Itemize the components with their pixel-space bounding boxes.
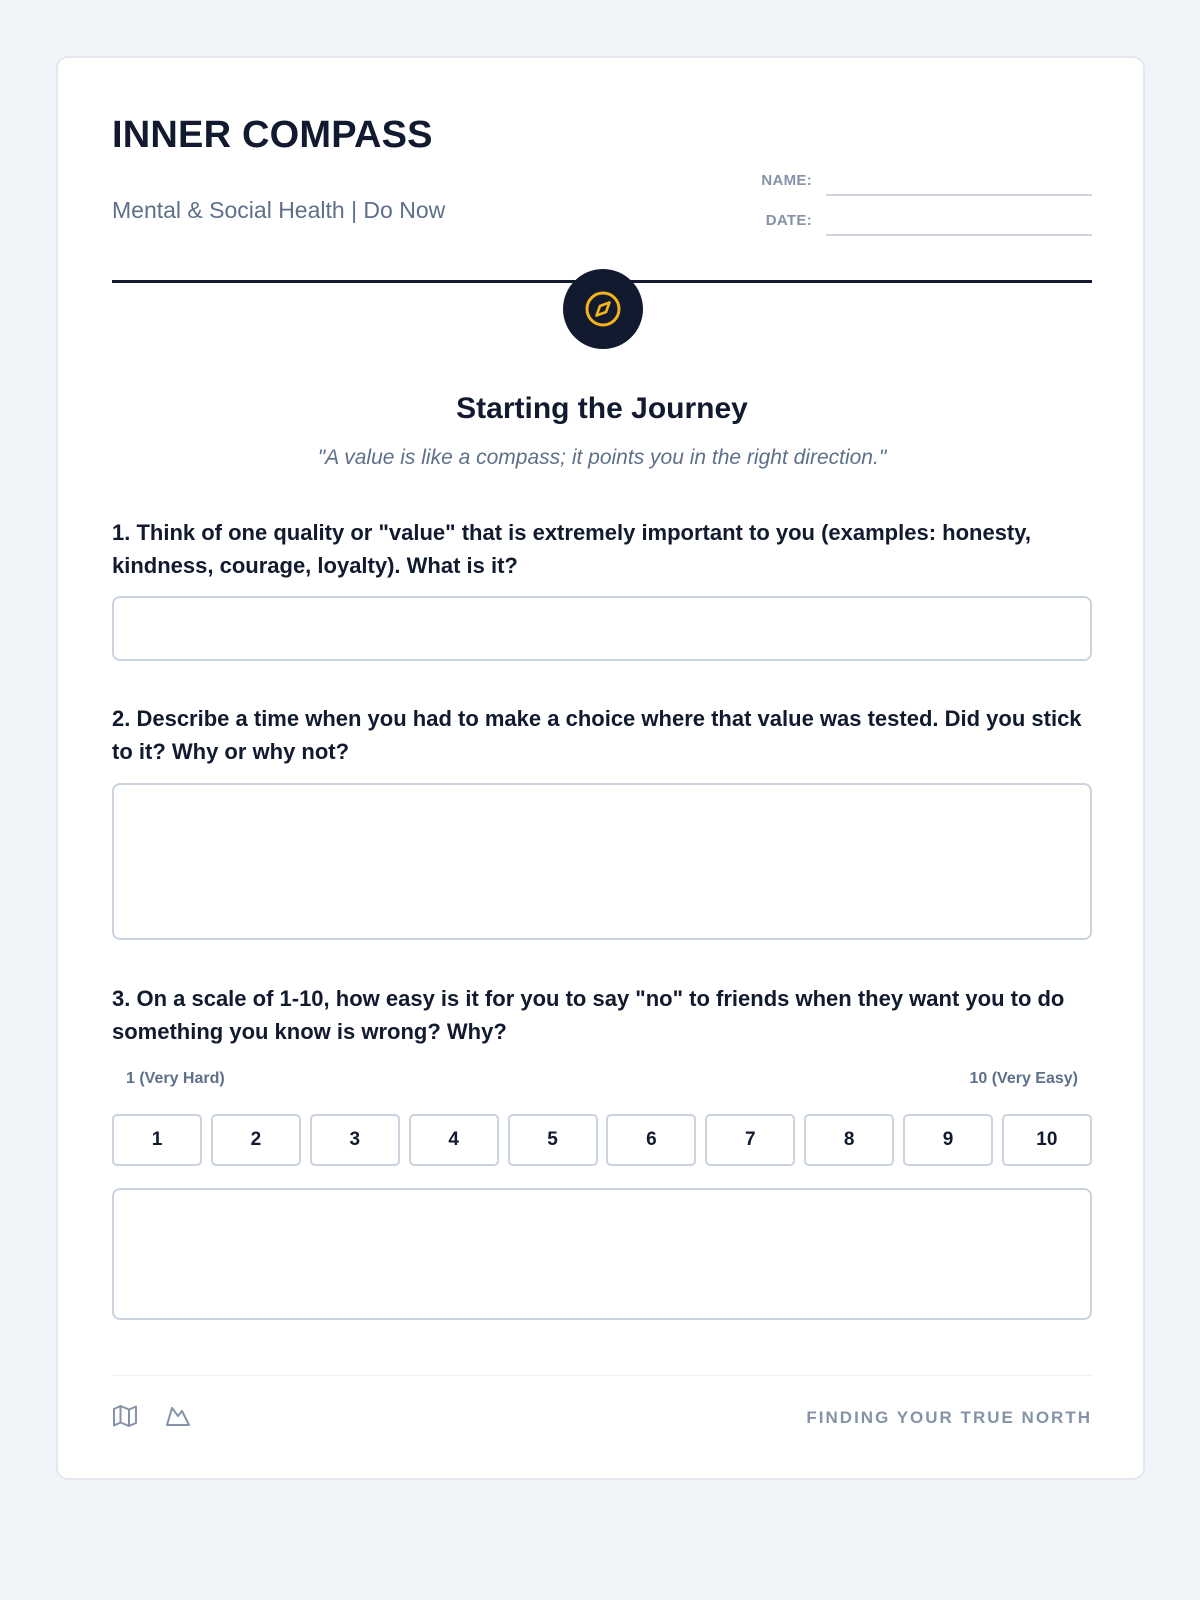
question-2-text: 2. Describe a time when you had to make a choice where that value was tested. Did you stick to it? Why or why not?: [112, 706, 1082, 764]
question-3-answer[interactable]: [112, 1188, 1092, 1320]
date-label: DATE:: [765, 212, 812, 229]
page-title: INNER COMPASS: [112, 114, 433, 156]
scale-option-8[interactable]: 8: [804, 1114, 894, 1166]
compass-icon: [583, 289, 623, 329]
scale-option-5[interactable]: 5: [508, 1114, 598, 1166]
scale-option-6[interactable]: 6: [606, 1114, 696, 1166]
name-line[interactable]: [826, 194, 1092, 196]
question-1-text: 1. Think of one quality or "value" that is extremely important to you (examples: honesty, kindness, courage, loyalty). What is it?: [112, 520, 1031, 578]
map-icon: [112, 1403, 138, 1429]
scale-option-7[interactable]: 7: [705, 1114, 795, 1166]
scale-low-label: 1 (Very Hard): [126, 1070, 225, 1087]
page-subtitle: Mental & Social Health | Do Now: [112, 197, 446, 223]
section-title: Starting the Journey: [456, 392, 748, 425]
scale-option-3[interactable]: 3: [310, 1114, 400, 1166]
scale-high-label: 10 (Very Easy): [969, 1070, 1078, 1087]
scale-option-1[interactable]: 1: [112, 1114, 202, 1166]
question-1-answer[interactable]: [112, 596, 1092, 661]
date-field[interactable]: [752, 212, 1092, 236]
compass-badge: [563, 269, 643, 349]
scale-option-4[interactable]: 4: [409, 1114, 499, 1166]
scale-option-2[interactable]: 2: [211, 1114, 301, 1166]
scale-option-9[interactable]: 9: [903, 1114, 993, 1166]
mountain-icon: [165, 1403, 191, 1429]
name-label: NAME:: [761, 172, 812, 189]
name-field[interactable]: [752, 172, 1092, 196]
question-3-text: 3. On a scale of 1-10, how easy is it for you to say "no" to friends when they want you to do something you know is wrong? Why?: [112, 986, 1065, 1044]
section-quote: "A value is like a compass; it points you in the right direction.": [317, 446, 887, 469]
worksheet-card: [56, 56, 1145, 1480]
footer-tagline: FINDING YOUR TRUE NORTH: [806, 1408, 1092, 1427]
rating-scale: [112, 1114, 1092, 1166]
date-line[interactable]: [826, 234, 1092, 236]
scale-option-10[interactable]: 10: [1002, 1114, 1092, 1166]
header: [112, 114, 1092, 284]
question-2-answer[interactable]: [112, 783, 1092, 940]
footer-divider: [112, 1375, 1092, 1376]
